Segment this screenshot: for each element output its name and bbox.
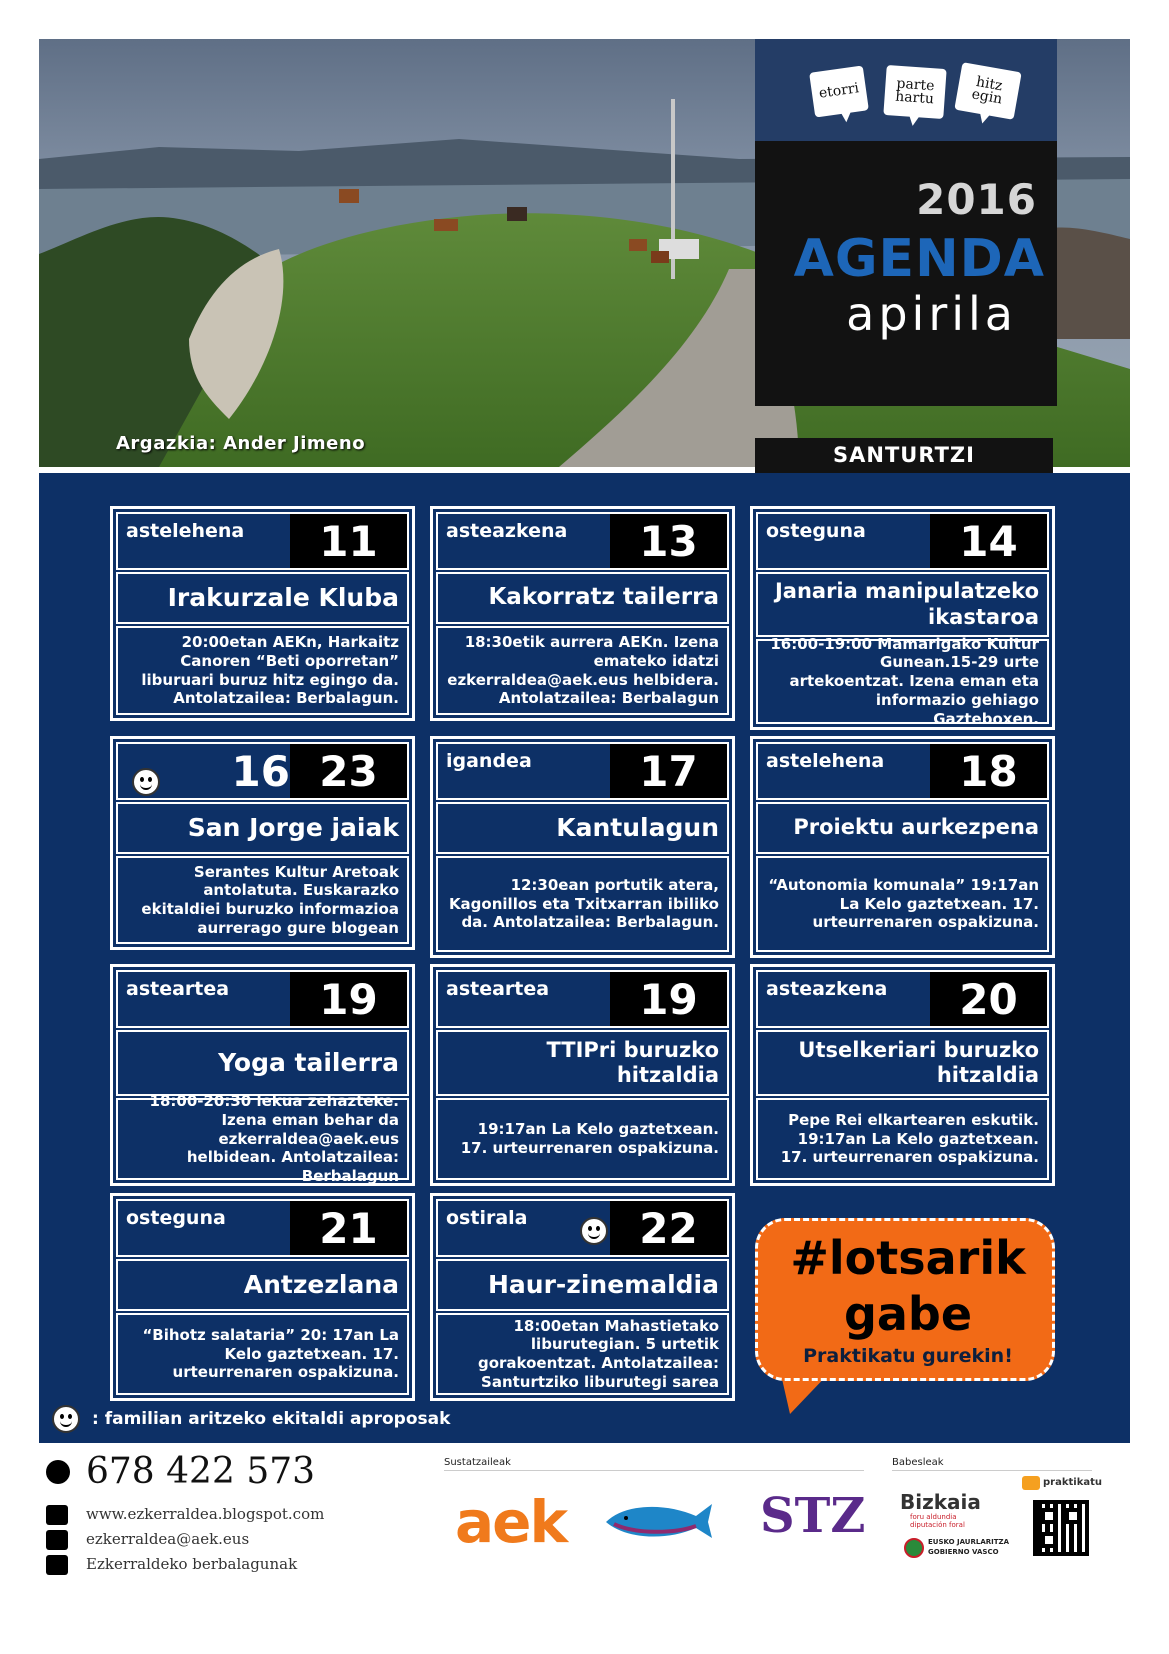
eusko-jaurlaritza-icon — [904, 1538, 924, 1558]
event-card — [430, 964, 735, 1186]
event-date: 13 — [610, 514, 727, 568]
event-title: Utselkeriari buruzko hitzaldia — [756, 1030, 1049, 1096]
event-description: 18:30etik aurrera AEKn. Izena emateko idatzi ezkerraldea@aek.eus helbidera. Antolatzailea: Berbalagun — [436, 626, 729, 715]
event-date-start: 16 — [231, 747, 290, 796]
speech-bubble-hitz-egin: hitz egin — [954, 62, 1021, 120]
event-description: Serantes Kultur Aretoak antolatuta. Euskarazko ekitaldiei buruzko informazioa aurrerago gure blogean — [116, 856, 409, 944]
event-title: Irakurzale Kluba — [116, 572, 409, 624]
event-weekday: astelehena — [126, 520, 245, 542]
event-title: Kantulagun — [436, 802, 729, 854]
supporters-rule — [892, 1470, 1092, 1471]
event-date: 17 — [610, 744, 727, 798]
event-weekday: osteguna — [126, 1207, 226, 1229]
event-header — [436, 742, 729, 800]
event-weekday: asteartea — [446, 978, 550, 1000]
event-card — [430, 736, 735, 958]
event-weekday: osteguna — [766, 520, 866, 542]
event-title: Antzezlana — [116, 1259, 409, 1311]
qr-finder — [1041, 1508, 1057, 1524]
event-title: Janaria manipulatzeko ikastaroa — [756, 572, 1049, 637]
whatsapp-icon — [46, 1460, 70, 1484]
agenda-title: AGENDA — [793, 229, 1045, 289]
sponsors-label: Sustatzaileak — [444, 1457, 511, 1468]
event-header — [116, 1199, 409, 1257]
aek-logo: aek — [455, 1488, 567, 1556]
event-card — [430, 1193, 735, 1401]
email-link[interactable]: ezkerraldea@aek.eus — [86, 1530, 250, 1548]
event-date: 18 — [930, 744, 1047, 798]
event-header — [116, 970, 409, 1028]
event-weekday: asteartea — [126, 978, 230, 1000]
smiley-icon — [132, 768, 160, 796]
event-title: Proiektu aurkezpena — [756, 802, 1049, 854]
promo-tagline: Praktikatu gurekin! — [803, 1345, 1013, 1367]
whale-logo — [604, 1494, 714, 1544]
event-title: Kakorratz tailerra — [436, 572, 729, 624]
promo-hashtag: #lotsarik — [790, 1231, 1026, 1285]
event-description: 20:00etan AEKn, Harkaitz Canoren “Beti oporretan” liburuari buruz hitz egingo da. Antolatzailea: Berbalagun. — [116, 626, 409, 715]
event-card — [110, 964, 415, 1186]
event-header — [116, 512, 409, 570]
event-card — [750, 736, 1055, 958]
speech-bubble-parte-hartu: parte hartu — [883, 65, 946, 119]
qr-finder — [1065, 1508, 1081, 1524]
mail-icon — [46, 1530, 68, 1550]
event-description: Pepe Rei elkartearen eskutik. 19:17an La Kelo gaztetxean. 17. urteurrenaren ospakizuna. — [756, 1098, 1049, 1180]
praktikatu-icon — [1022, 1476, 1040, 1490]
event-header — [116, 742, 409, 800]
title-panel — [755, 39, 1057, 406]
event-date: 23 — [290, 744, 407, 798]
event-card — [110, 1193, 415, 1401]
bizkaia-sub: foru aldundia diputación foral — [910, 1513, 965, 1529]
event-weekday: asteazkena — [446, 520, 568, 542]
smiley-icon — [52, 1405, 80, 1433]
event-card — [750, 964, 1055, 1186]
event-header — [756, 512, 1049, 570]
promo-hashtag-cont: gabe — [843, 1287, 973, 1341]
promo-bubble — [755, 1218, 1055, 1381]
event-card — [750, 506, 1055, 730]
event-date: 20 — [930, 972, 1047, 1026]
event-description: 18:00etan Mahastietako liburutegian. 5 urtetik gorakoentzat. Antolatzailea: Santurtziko liburutegi sarea — [436, 1313, 729, 1395]
event-date: 22 — [610, 1201, 727, 1255]
bizkaia-logo: Bizkaia — [900, 1490, 981, 1514]
year: 2016 — [916, 175, 1037, 224]
event-header — [756, 742, 1049, 800]
event-card — [430, 506, 735, 721]
event-description: 19:17an La Kelo gaztetxean. 17. urteurrenaren ospakizuna. — [436, 1098, 729, 1180]
title-panel-top — [755, 39, 1057, 141]
qr-code — [1033, 1500, 1089, 1556]
event-header — [436, 1199, 729, 1257]
event-date: 19 — [290, 972, 407, 1026]
qr-finder — [1041, 1532, 1057, 1548]
event-title: Yoga tailerra — [116, 1030, 409, 1096]
event-header — [436, 512, 729, 570]
event-date: 14 — [930, 514, 1047, 568]
event-date: 11 — [290, 514, 407, 568]
event-weekday: ostirala — [446, 1207, 528, 1229]
event-title: Haur-zinemaldia — [436, 1259, 729, 1311]
phone-number: 678 422 573 — [86, 1451, 316, 1492]
eusko-jaurlaritza-label: EUSKO JAURLARITZA — [928, 1538, 1010, 1546]
speech-bubble-etorri: etorri — [809, 65, 869, 117]
event-header — [436, 970, 729, 1028]
event-description: 12:30ean portutik atera, Kagonillos eta Txitxarran ibiliko da. Antolatzailea: Berbalagun. — [436, 856, 729, 952]
event-title: TTIPri buruzko hitzaldia — [436, 1030, 729, 1096]
praktikatu-logo: praktikatu — [1043, 1477, 1102, 1488]
legend-text: : familian aritzeko ekitaldi aproposak — [92, 1409, 451, 1429]
month: apirila — [846, 287, 1017, 341]
event-title: San Jorge jaiak — [116, 802, 409, 854]
event-weekday: igandea — [446, 750, 532, 772]
event-description: “Autonomia komunala” 19:17an La Kelo gaztetxean. 17. urteurrenaren ospakizuna. — [756, 856, 1049, 952]
event-weekday: astelehena — [766, 750, 885, 772]
gobierno-vasco-label: GOBIERNO VASCO — [928, 1548, 999, 1556]
blog-link[interactable]: www.ezkerraldea.blogspot.com — [86, 1505, 325, 1523]
sponsors-rule — [444, 1470, 864, 1471]
photo-credit: Argazkia: Ander Jimeno — [116, 433, 366, 454]
facebook-link[interactable]: Ezkerraldeko berbalagunak — [86, 1555, 298, 1573]
smiley-icon — [580, 1217, 608, 1245]
stz-logo: STZ — [760, 1488, 866, 1544]
event-date: 21 — [290, 1201, 407, 1255]
legend — [52, 1405, 450, 1433]
facebook-icon — [46, 1555, 68, 1575]
event-description: 16:00-19:00 Mamarigako Kultur Gunean.15-29 urte artekoentzat. Izena eman eta informazio gehiago Gazteboxen. — [756, 639, 1049, 724]
event-description: 18:00-20:30 lekua zehazteke. Izena eman behar da ezkerraldea@aek.eus helbidean. Antolatzailea: Berbalagun — [116, 1098, 409, 1180]
event-description: “Bihotz salataria” 20: 17an La Kelo gaztetxean. 17. urteurrenaren ospakizuna. — [116, 1313, 409, 1395]
event-header — [756, 970, 1049, 1028]
event-card — [110, 736, 415, 950]
event-weekday: asteazkena — [766, 978, 888, 1000]
mouse-icon — [46, 1505, 68, 1525]
event-card — [110, 506, 415, 721]
town-label: SANTURTZI — [755, 438, 1053, 473]
supporters-label: Babesleak — [892, 1457, 944, 1468]
event-date: 19 — [610, 972, 727, 1026]
